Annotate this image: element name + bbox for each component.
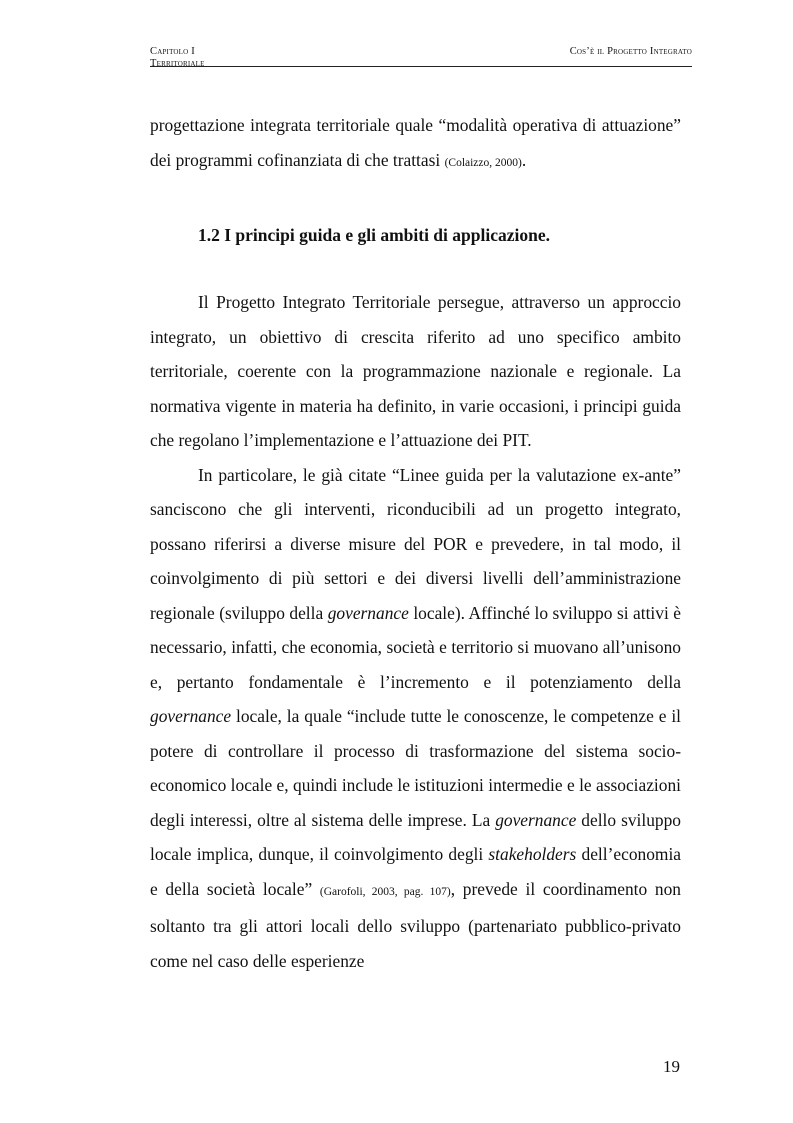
citation: (Colaizzo, 2000)	[444, 156, 522, 169]
citation: (Garofoli, 2003, pag. 107)	[319, 885, 451, 898]
paragraph-1: Il Progetto Integrato Territoriale persegue, attraverso un approccio integrato, un obiettivo di crescita riferito ad uno specifico ambito territoriale, coerente con la programmazione nazionale e regionale. La normativa vigente in materia ha definito, in varie occasioni, i principi guida che regolano l’implementazione e l’attuazione dei PIT.	[150, 292, 681, 450]
header-section-title: Cos’è il Progetto Integrato	[569, 46, 692, 57]
p2-italic-4: stakeholders	[488, 844, 577, 864]
paragraph-intro-text: progettazione integrata territoriale quale “modalità operativa di attuazione” dei programmi cofinanziata di che trattasi	[150, 115, 681, 170]
p2-italic-2: governance	[150, 706, 232, 726]
p2-text-1: In particolare, le già citate “Linee guida per la valutazione ex-ante” sanciscono che gli interventi, riconducibili ad un progetto integrato, possano riferirsi a diverse misure del POR e prevedere, in tal modo, il coinvolgimento di più settori e dei diversi livelli dell’amministrazione regionale (sviluppo della	[150, 464, 681, 623]
header-chapter-line2: Territoriale	[150, 58, 205, 69]
p2-italic-1: governance	[327, 602, 409, 623]
header-chapter	[150, 46, 240, 70]
page-body	[150, 108, 681, 978]
paragraph-intro-end: .	[521, 149, 527, 170]
p2-text-5: dell’economia e della società locale”	[150, 844, 681, 899]
p2-text-2: locale). Affinché lo sviluppo si attivi è necessario, infatti, che economia, società e territorio si muovano all’unisono e, pertanto fondamentale è l’incremento e il potenziamento della	[150, 602, 681, 692]
header-chapter-line1: Capitolo I	[150, 46, 195, 57]
running-header	[150, 46, 692, 67]
page-number: 19	[663, 1057, 680, 1076]
p2-italic-3: governance	[495, 809, 577, 830]
section-heading: 1.2 I principi guida e gli ambiti di applicazione.	[198, 225, 550, 245]
paragraph-2	[150, 458, 681, 979]
p2-text-4: dello sviluppo locale implica, dunque, il coinvolgimento degli	[150, 809, 681, 864]
p2-text-3: locale, la quale “include tutte le conoscenze, le competenze e il potere di controllare il processo di trasformazione del sistema socio-economico locale e, quindi include le istituzioni intermedie e le associazioni degli interessi, oltre al sistema delle imprese. La	[150, 706, 681, 830]
paragraph-intro	[150, 108, 681, 180]
p2-text-6: , prevede il coordinamento non soltanto tra gli attori locali dello sviluppo (partenariato pubblico-privato come nel caso delle esperienze	[150, 878, 681, 971]
